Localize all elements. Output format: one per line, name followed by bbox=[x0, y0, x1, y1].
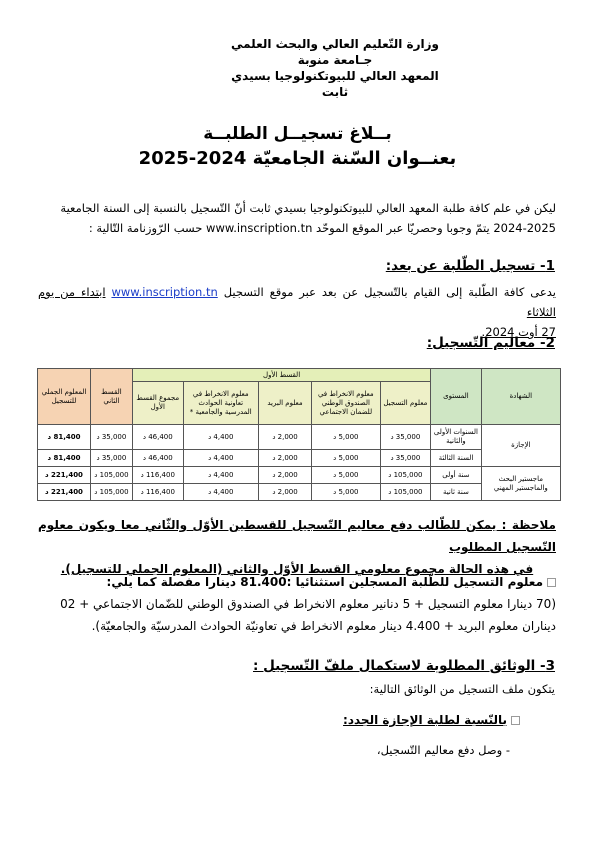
notice-subtitle: بعنــوان السّنة الجامعيّة 2024-2025 bbox=[138, 148, 457, 169]
note-line-2: في هذه الحالة مجموع معلومي القسط الأوّل والثاني (المعلوم الجملي للتسجيل). bbox=[60, 562, 534, 576]
section1-title: 1- تسجيل الطّلبة عن بعد: bbox=[385, 258, 555, 274]
section2-title: 2- معاليم التّسجيل: bbox=[426, 335, 555, 351]
second-installment-cell: 105,000 د bbox=[90, 484, 132, 501]
mutual-cell: 4,400 د bbox=[183, 425, 258, 450]
first-total-cell: 46,400 د bbox=[132, 425, 183, 450]
social-cell: 5,000 د bbox=[312, 450, 380, 467]
intro-line-2: 2024-2025 يتمّ وجوبا وحصريّا عبر الموقع الموحّد www.inscription.tn حسب الرّوزنامة التّالية : bbox=[88, 221, 556, 235]
header-second-installment: القسط الثاني bbox=[90, 369, 132, 425]
document-header bbox=[225, 36, 445, 100]
mutual-cell: 4,400 د bbox=[183, 467, 258, 484]
header-level: المستوى bbox=[431, 369, 481, 425]
first-total-cell: 46,400 د bbox=[132, 450, 183, 467]
exceptional-fee-line-2: (70 دينارا معلوم التسجيل + 5 دنانير معلوم الانخراط في الصندوق الوطني للضّمان الاجتماعي + 02 bbox=[60, 597, 556, 611]
level-cell: السنوات الأولى والثانية bbox=[431, 425, 481, 450]
ministry-name: وزارة التّعليم العالي والبحث العلمي bbox=[230, 37, 440, 51]
grand-total-cell: 81,400 د bbox=[38, 450, 91, 467]
level-cell: سنة ثانية bbox=[431, 484, 481, 501]
exceptional-fee-title: معلوم التسجيل للطّلبة المسجلين استثنائيا :81.400 دينارا مفصلة كما يلي: bbox=[38, 571, 556, 593]
postal-cell: 2,000 د bbox=[258, 425, 311, 450]
social-cell: 5,000 د bbox=[312, 467, 380, 484]
university-name: جـامعة منوبة bbox=[297, 53, 373, 67]
section1-text: يدعى كافة الطّلبة إلى القيام بالتّسجيل عن بعد عبر موقع التسجيل bbox=[223, 285, 556, 299]
registration-cell: 105,000 د bbox=[380, 484, 431, 501]
postal-cell: 2,000 د bbox=[258, 484, 311, 501]
section1-start-day: ابتداء من يوم الثلاثاء bbox=[38, 285, 556, 319]
registration-cell: 35,000 د bbox=[380, 425, 431, 450]
first-total-cell: 116,400 د bbox=[132, 484, 183, 501]
mutual-cell: 4,400 د bbox=[183, 484, 258, 501]
certificate-cell: ماجستير البحث والماجستير المهني bbox=[481, 467, 560, 501]
institute-name: المعهد العالي للبيوتكنولوجيا بسيدي ثابت bbox=[231, 69, 439, 99]
postal-cell: 2,000 د bbox=[258, 450, 311, 467]
grand-total-cell: 221,400 د bbox=[38, 467, 91, 484]
checkbox-icon bbox=[511, 716, 520, 725]
grand-total-cell: 81,400 د bbox=[38, 425, 91, 450]
inscription-link[interactable]: www.inscription.tn bbox=[111, 285, 218, 299]
notice-title: بــلاغ تسجيــل الطلبــة bbox=[203, 124, 392, 144]
second-installment-cell: 105,000 د bbox=[90, 467, 132, 484]
document-item: - وصل دفع معاليم التّسجيل، bbox=[376, 743, 510, 757]
registration-cell: 105,000 د bbox=[380, 467, 431, 484]
table-row bbox=[38, 425, 561, 450]
header-social-fund-fee: معلوم الانخراط في الصندوق الوطني للضمان الاجتماعي bbox=[312, 382, 380, 425]
exceptional-fee-block bbox=[38, 571, 556, 637]
header-first-installment: القسط الأول bbox=[132, 369, 430, 382]
note-line-1: ملاحظة : يمكن للطّالب دفع معاليم التّسجيل للقسطين الأوّل والثّاني معا ويكون معلوم التّسجيل المطلوب bbox=[38, 518, 556, 554]
header-mutual-fee: معلوم الانخراط في تعاونية الحوادث المدرسية والجامعية * bbox=[183, 382, 258, 425]
section3-sub: بالنّسبة لطلبة الإجازة الجدد: bbox=[343, 713, 520, 727]
level-cell: سنة أولى bbox=[431, 467, 481, 484]
section3-intro: يتكون ملف التسجيل من الوثائق التالية: bbox=[369, 682, 555, 696]
table-row bbox=[38, 467, 561, 484]
grand-total-cell: 221,400 د bbox=[38, 484, 91, 501]
header-first-total: مجموع القسط الأول bbox=[132, 382, 183, 425]
header-postal-fee: معلوم البريد bbox=[258, 382, 311, 425]
section1-start-date: 27 أوت 2024. bbox=[481, 325, 556, 339]
certificate-cell: الإجازة bbox=[481, 425, 560, 467]
second-installment-cell: 35,000 د bbox=[90, 450, 132, 467]
social-cell: 5,000 د bbox=[312, 484, 380, 501]
intro-paragraph bbox=[38, 198, 556, 238]
checkbox-icon bbox=[547, 578, 556, 587]
postal-cell: 2,000 د bbox=[258, 467, 311, 484]
level-cell: السنة الثالثة bbox=[431, 450, 481, 467]
header-certificate: الشهادة bbox=[481, 369, 560, 425]
social-cell: 5,000 د bbox=[312, 425, 380, 450]
exceptional-fee-line-3: ديناران معلوم البريد + 4.400 دينار معلوم الانخراط في تعاونيّة الحوادث المدرسيّة والجامعيّة). bbox=[91, 619, 556, 633]
header-grand-total: المعلوم الجملي للتسجيل bbox=[38, 369, 91, 425]
section3-title: 3- الوثائق المطلوبة لاستكمال ملفّ التّسجيل : bbox=[253, 658, 555, 674]
mutual-cell: 4,400 د bbox=[183, 450, 258, 467]
second-installment-cell: 35,000 د bbox=[90, 425, 132, 450]
fees-table bbox=[37, 368, 561, 501]
header-registration-fee: معلوم التسجيل bbox=[380, 382, 431, 425]
first-total-cell: 116,400 د bbox=[132, 467, 183, 484]
registration-cell: 35,000 د bbox=[380, 450, 431, 467]
section1-paragraph bbox=[38, 282, 556, 342]
intro-line-1: ليكن في علم كافة طلبة المعهد العالي للبيوتكنولوجيا بسيدي ثابت أنّ التّسجيل بالنسبة إلى السنة الجامعية bbox=[60, 201, 556, 215]
